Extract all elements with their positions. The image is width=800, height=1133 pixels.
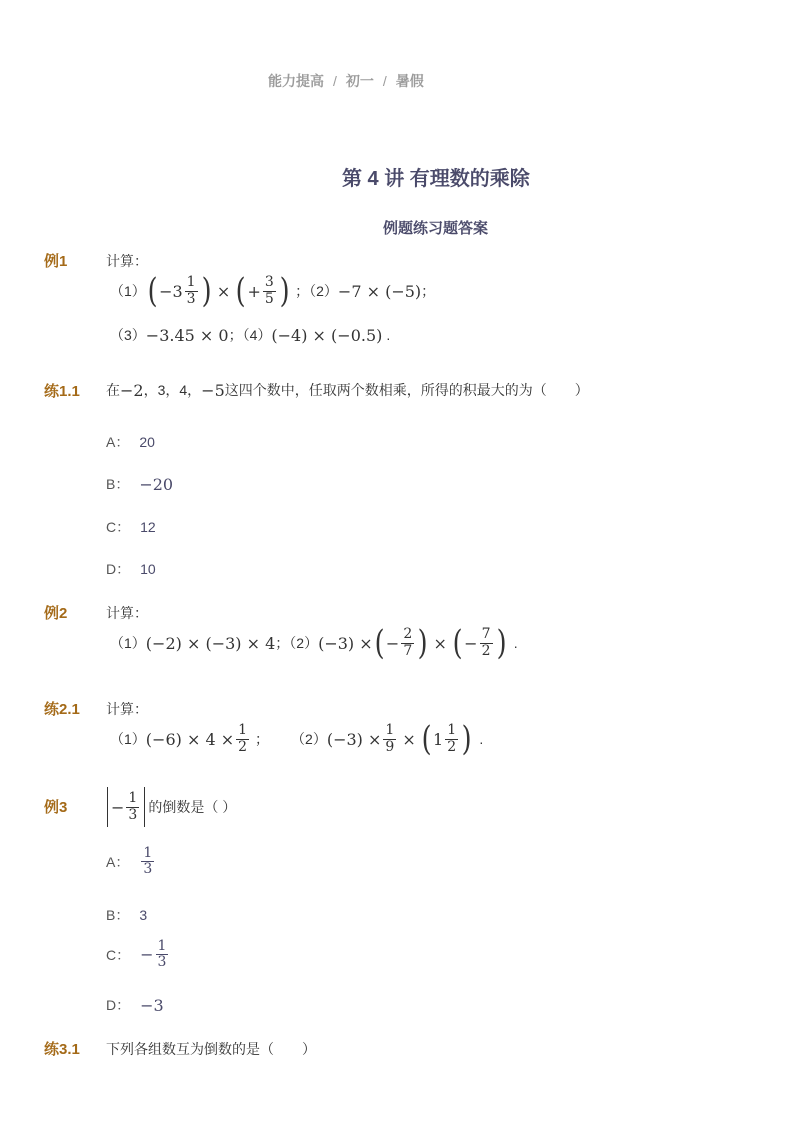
part-3-label: （3） <box>110 327 146 343</box>
fraction: $\frac{3}{5}$ <box>264 274 274 307</box>
math-expression: (−2) × (−3) × 4 <box>145 633 276 653</box>
fraction: $\frac{7}{2}$ <box>481 626 491 659</box>
fraction: $\frac{1}{9}$ <box>385 722 395 755</box>
math-term: −3 <box>159 281 183 301</box>
period: . <box>479 731 484 747</box>
question-text: 在 <box>106 382 120 398</box>
option-value: 10 <box>140 561 156 577</box>
option-key: A： <box>106 853 130 870</box>
absolute-bar <box>107 787 108 827</box>
page-title: 第 4 讲 有理数的乘除 <box>342 168 530 190</box>
question-text: 的倒数是（ ） <box>148 799 237 815</box>
period: . <box>386 327 391 343</box>
question-text: 这四个数中，任取两个数相乘，所得的积最大的为（ ） <box>224 382 589 398</box>
option-key: A： <box>106 434 130 450</box>
example-2-line <box>110 623 518 663</box>
practice-3-1-question: 下列各组数互为倒数的是（ ） <box>106 1041 316 1057</box>
breadcrumb <box>268 71 424 91</box>
right-paren: ) <box>279 271 290 311</box>
semicolon: ； <box>421 283 436 299</box>
fraction: $\frac{1}{3}$ <box>128 790 138 823</box>
minus-sign: − <box>111 797 125 817</box>
semicolon: ； <box>255 731 270 747</box>
practice-3-1-label: 练3.1 <box>44 1041 80 1058</box>
option-key: B： <box>106 907 130 923</box>
part-2-label: ；（2） <box>295 283 338 299</box>
right-paren: ) <box>496 623 507 663</box>
fraction: $\frac{1}{3}$ <box>186 274 196 307</box>
times-sign: × <box>433 633 447 653</box>
question-text: ，3，4， <box>143 382 202 398</box>
example-1-label: 例1 <box>44 253 68 270</box>
breadcrumb-item-level: 能力提高 <box>268 73 324 89</box>
option-d[interactable] <box>106 559 156 579</box>
fraction: $\frac{2}{7}$ <box>403 626 413 659</box>
left-paren: ( <box>421 719 432 759</box>
practice-1-1-question <box>106 380 589 400</box>
option-value: 12 <box>140 519 156 535</box>
minus-sign: − <box>140 945 154 965</box>
math-expression: −3.45 × 0 <box>145 325 229 345</box>
math-expression: (−4) × (−0.5) <box>271 325 383 345</box>
option-c[interactable] <box>106 939 170 971</box>
breadcrumb-item-term: 暑假 <box>395 73 424 89</box>
example-1-line-1 <box>110 271 436 311</box>
math-term: −5 <box>201 380 225 400</box>
example-3-label: 例3 <box>44 799 68 816</box>
left-paren: ( <box>452 623 463 663</box>
absolute-bar <box>144 787 145 827</box>
times-sign: × <box>402 729 416 749</box>
option-a[interactable] <box>106 432 155 452</box>
minus-sign: − <box>385 633 400 653</box>
breadcrumb-item-grade: 初一 <box>345 73 374 89</box>
option-key: C： <box>106 946 131 963</box>
math-expression: (−3) × <box>318 633 373 653</box>
part-1-label: （1） <box>110 731 146 747</box>
breadcrumb-separator: / <box>382 73 387 89</box>
practice-2-1-line <box>110 719 484 759</box>
right-paren: ) <box>461 719 472 759</box>
times-sign: × <box>216 281 231 301</box>
part-2-label: （2） <box>291 731 327 747</box>
option-key: D： <box>106 561 131 577</box>
practice-1-1-label: 练1.1 <box>44 383 80 400</box>
math-expression: (−3) × <box>326 729 382 749</box>
example-3-question <box>104 787 236 827</box>
fraction: $\frac{1}{2}$ <box>238 722 248 755</box>
right-paren: ) <box>201 271 212 311</box>
example-2-label: 例2 <box>44 605 68 622</box>
option-b[interactable] <box>106 905 147 925</box>
option-key: D： <box>106 997 131 1013</box>
math-expression: (−6) × 4 × <box>145 729 235 749</box>
practice-2-1-label: 练2.1 <box>44 701 80 718</box>
period: . <box>513 635 518 651</box>
right-paren: ) <box>417 623 428 663</box>
option-value: 20 <box>139 434 155 450</box>
minus-sign: − <box>464 633 478 653</box>
plus-sign: + <box>247 281 261 301</box>
part-1-label: （1） <box>110 283 146 299</box>
left-paren: ( <box>147 271 158 311</box>
option-value-fraction: $\frac{1}{3}$ <box>143 845 153 878</box>
option-value: −20 <box>139 474 174 494</box>
part-2-label: ；（2） <box>275 635 319 651</box>
page-subtitle: 例题练习题答案 <box>383 220 489 237</box>
example-2-prompt: 计算： <box>106 605 148 621</box>
practice-2-1-prompt: 计算： <box>106 701 148 717</box>
option-key: B： <box>106 476 130 492</box>
option-c[interactable] <box>106 517 156 537</box>
whole-number: 1 <box>433 729 444 749</box>
part-1-label: （1） <box>110 635 146 651</box>
option-value: −3 <box>140 995 164 1015</box>
option-d[interactable] <box>106 995 164 1015</box>
option-value-fraction: $\frac{1}{3}$ <box>157 938 167 971</box>
math-expression: −7 × (−5) <box>337 281 422 301</box>
option-value: 3 <box>139 907 148 923</box>
option-key: C： <box>106 519 131 535</box>
part-4-label: ；（4） <box>228 327 272 343</box>
breadcrumb-separator: / <box>333 73 337 89</box>
example-1-prompt: 计算： <box>106 253 148 269</box>
option-a[interactable] <box>106 846 156 878</box>
math-term: −2 <box>120 380 144 400</box>
option-b[interactable] <box>106 474 173 494</box>
example-1-line-2 <box>110 325 390 345</box>
left-paren: ( <box>235 271 246 311</box>
fraction: $\frac{1}{2}$ <box>447 722 457 755</box>
left-paren: ( <box>374 623 385 663</box>
